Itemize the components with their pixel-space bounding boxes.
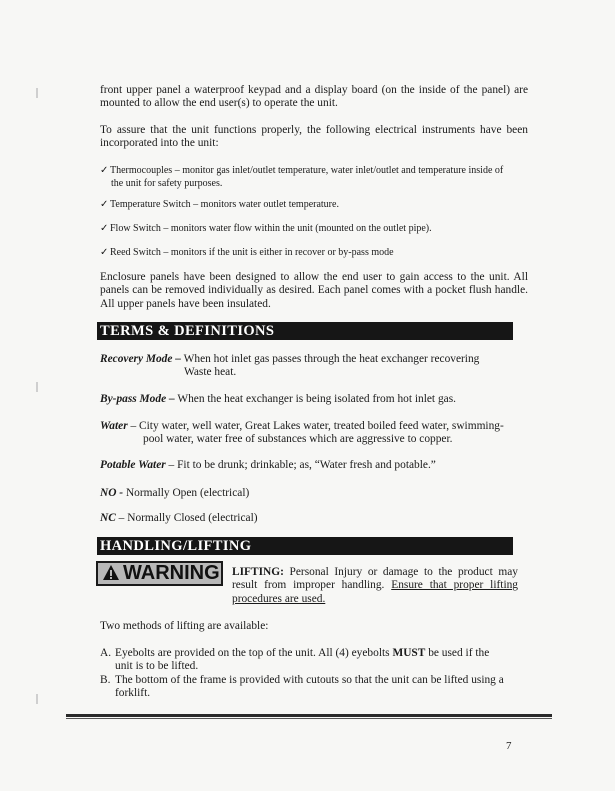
checkmark-icon: ✓: [100, 199, 109, 210]
definition-bypass-mode: By-pass Mode – When the heat exchanger is being isolated from hot inlet gas.: [100, 393, 456, 405]
enclosure-paragraph: Enclosure panels have been designed to allow the end user to gain access to the unit. All panels can be removed individually as desired. Each panel comes with a pocket flush handle. All upper panels have been insulated.: [100, 271, 528, 310]
method-item-a: A. Eyebolts are provided on the top of the unit. All (4) eyebolts MUST be used if the unit is to be lifted.: [100, 647, 490, 673]
definition-normally-closed: NC – Normally Closed (electrical): [100, 512, 258, 524]
footer-rule-thin: [66, 718, 552, 719]
checkmark-icon: ✓: [100, 247, 109, 258]
page-number: 7: [506, 740, 512, 752]
scan-mark: [36, 382, 38, 392]
definition-recovery-mode: Recovery Mode – When hot inlet gas passes through the heat exchanger recovering Waste heat.: [100, 353, 480, 379]
checkmark-icon: ✓: [100, 165, 109, 176]
checklist-item: ✓ Temperature Switch – monitors water outlet temperature.: [100, 199, 339, 210]
handling-section-header: HANDLING/LIFTING: [97, 537, 513, 555]
intro-paragraph: front upper panel a waterproof keypad and a display board (on the inside of the panel) are mounted to allow the end user(s) to operate the unit.: [100, 84, 528, 110]
warning-text: LIFTING: Personal Injury or damage to the product may result from improper handling. Ensure that proper lifting procedures are used.: [232, 566, 518, 605]
checklist-item: ✓ Flow Switch – monitors water flow within the unit (mounted on the outlet pipe).: [100, 223, 432, 234]
definition-normally-open: NO - Normally Open (electrical): [100, 487, 250, 499]
checklist-item: ✓ Thermocouples – monitor gas inlet/outlet temperature, water inlet/outlet and temperature inside of the unit for safety purposes.: [100, 165, 504, 189]
checklist-item: ✓ Reed Switch – monitors if the unit is either in recover or by-pass mode: [100, 247, 394, 258]
scan-mark: [36, 694, 38, 704]
footer-rule: [66, 714, 552, 717]
instruments-paragraph: To assure that the unit functions properly, the following electrical instruments have been incorporated into the unit:: [100, 124, 528, 150]
terms-section-header: TERMS & DEFINITIONS: [97, 322, 513, 340]
definition-water: Water – City water, well water, Great Lakes water, treated boiled feed water, swimming- pool water, water free of substances which are aggressive to copper.: [100, 420, 504, 446]
scan-mark: [36, 88, 38, 98]
method-item-b: B. The bottom of the frame is provided with cutouts so that the unit can be lifted using a forklift.: [100, 674, 504, 700]
definition-potable-water: Potable Water – Fit to be drunk; drinkable; as, “Water fresh and potable.”: [100, 459, 436, 471]
warning-triangle-icon: [102, 564, 120, 581]
warning-label: WARNING: [96, 561, 223, 586]
methods-intro: Two methods of lifting are available:: [100, 620, 269, 632]
checkmark-icon: ✓: [100, 223, 109, 234]
